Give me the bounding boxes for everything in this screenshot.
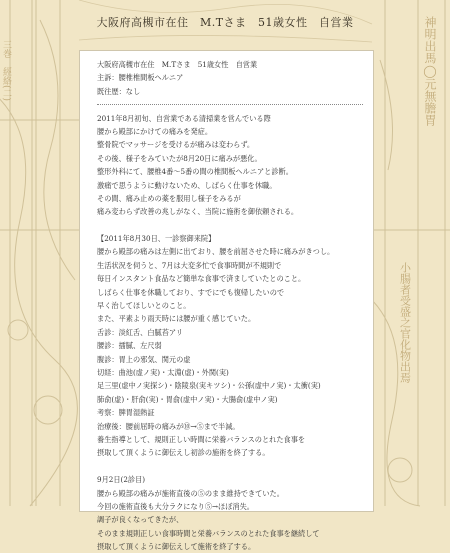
visit1-line: 肺俞(虚)・肝俞(実)・胃俞(虚中ノ実)・大腸俞(虚中ノ実) [97, 394, 278, 404]
visit1-line: 腰診：擂膩、左尺弱 [97, 341, 162, 351]
visit1-line: 足三里(虚中ノ実探シ)・陰陵泉(実キツシ)・公孫(虚中ノ実)・太衝(実) [97, 381, 321, 391]
visit1-line: 養生指導として、規則正しい時間に栄養バランスのとれた食事を [97, 434, 306, 444]
visit1-line: 切経：曲池(虚ノ実)・太淵(虚)・外関(実) [97, 367, 229, 377]
page-title: 大阪府高槻市在住 M.Tさま 51歳女性 自営業 [96, 16, 354, 29]
visit2-line: 今回の施術直後も大分ラクになり⑤→ほぼ消失。 [97, 501, 254, 511]
visit2-line: 摂取して頂くように御伝えして施術を終了する。 [97, 542, 256, 552]
visit2-heading: 9月2日(2診目) [97, 475, 146, 485]
history-line: 整骨院でマッサージを受けるが痛みは変わらず。 [97, 140, 255, 150]
patient-info: 大阪府高槻市在住 M.Tさま 51歳女性 自営業 [97, 60, 258, 69]
medical-history: 既往歴：なし [97, 86, 141, 96]
visit1-line: 治療後：腰前屈時の痛みが⑩→⑤まで半減。 [97, 421, 240, 431]
visit2-line: そのまま規則正しい食事時間と栄養バランスのとれた食事を継続して [97, 528, 320, 538]
visit1-line: 早く治してほしいとのこと。 [97, 301, 191, 311]
visit1-line: 腹診：胃上の邪気、関元の虚 [97, 354, 191, 364]
divider [97, 98, 363, 111]
case-report-panel [79, 50, 374, 552]
bg-vertical-text-right-top: 神明出馬◯元無膽胃 [423, 16, 437, 126]
visit1-line: しばらく仕事を休職しており、すでにでも復帰したいので [97, 287, 285, 297]
bg-vertical-text-left: 三巻 經絡(二) [1, 40, 11, 102]
history-line: 2011年8月初旬、自営業である清掃業を営んでいる際 [97, 113, 271, 123]
visit1-line: 腰から殿部の痛みは左側に出ており、腰を前屈させた時に痛みがきつし。 [97, 247, 335, 257]
visit1-line: 摂取して頂くように御伝えし初診の施術を終了する。 [97, 448, 270, 458]
history-line: 整形外科にて、腰椎4番〜5番の間の椎間板ヘルニアと診断。 [97, 167, 293, 177]
bg-vertical-text-right-bottom: 小腸者受盛之官化物出焉 [398, 262, 412, 383]
visit1-line: 考察：脾胃湿熱証 [97, 408, 155, 418]
history-line: 激痛で思うように動けないため、しばらく仕事を休職。 [97, 180, 277, 190]
history-line: その間、痛み止めの薬を服用し様子をみるが [97, 193, 241, 203]
chief-complaint: 主訴：腰椎椎間板ヘルニア [97, 73, 184, 83]
history-line: その後、様子をみていたが8月20日に痛みが悪化。 [97, 153, 262, 163]
visit2-line: 調子が良くなってきたが、 [97, 515, 184, 525]
visit1-line: 生活状況を伺うと、7月は大変多忙で食事時間が不規則で [97, 260, 282, 270]
visit1-line: また、平素より雨天時には腰が重く感じていた。 [97, 314, 256, 324]
visit1-heading: 【2011年8月30日、一診察御来院】 [97, 234, 216, 244]
visit2-line: 腰から殿部の痛みが施術直後の⑤のまま維持できていた。 [97, 488, 284, 498]
history-line: 痛み変わらず改善の兆しがなく、当院に施術を御依頼される。 [97, 207, 299, 217]
case-report-content [80, 51, 373, 553]
visit1-line: 舌診：淡紅舌、白膩苔アリ [97, 327, 183, 337]
history-line: 腰から殿部にかけての痛みを発症。 [97, 126, 213, 136]
visit1-line: 毎日インスタント食品など簡単な食事で済ましていたとのこと。 [97, 274, 306, 284]
